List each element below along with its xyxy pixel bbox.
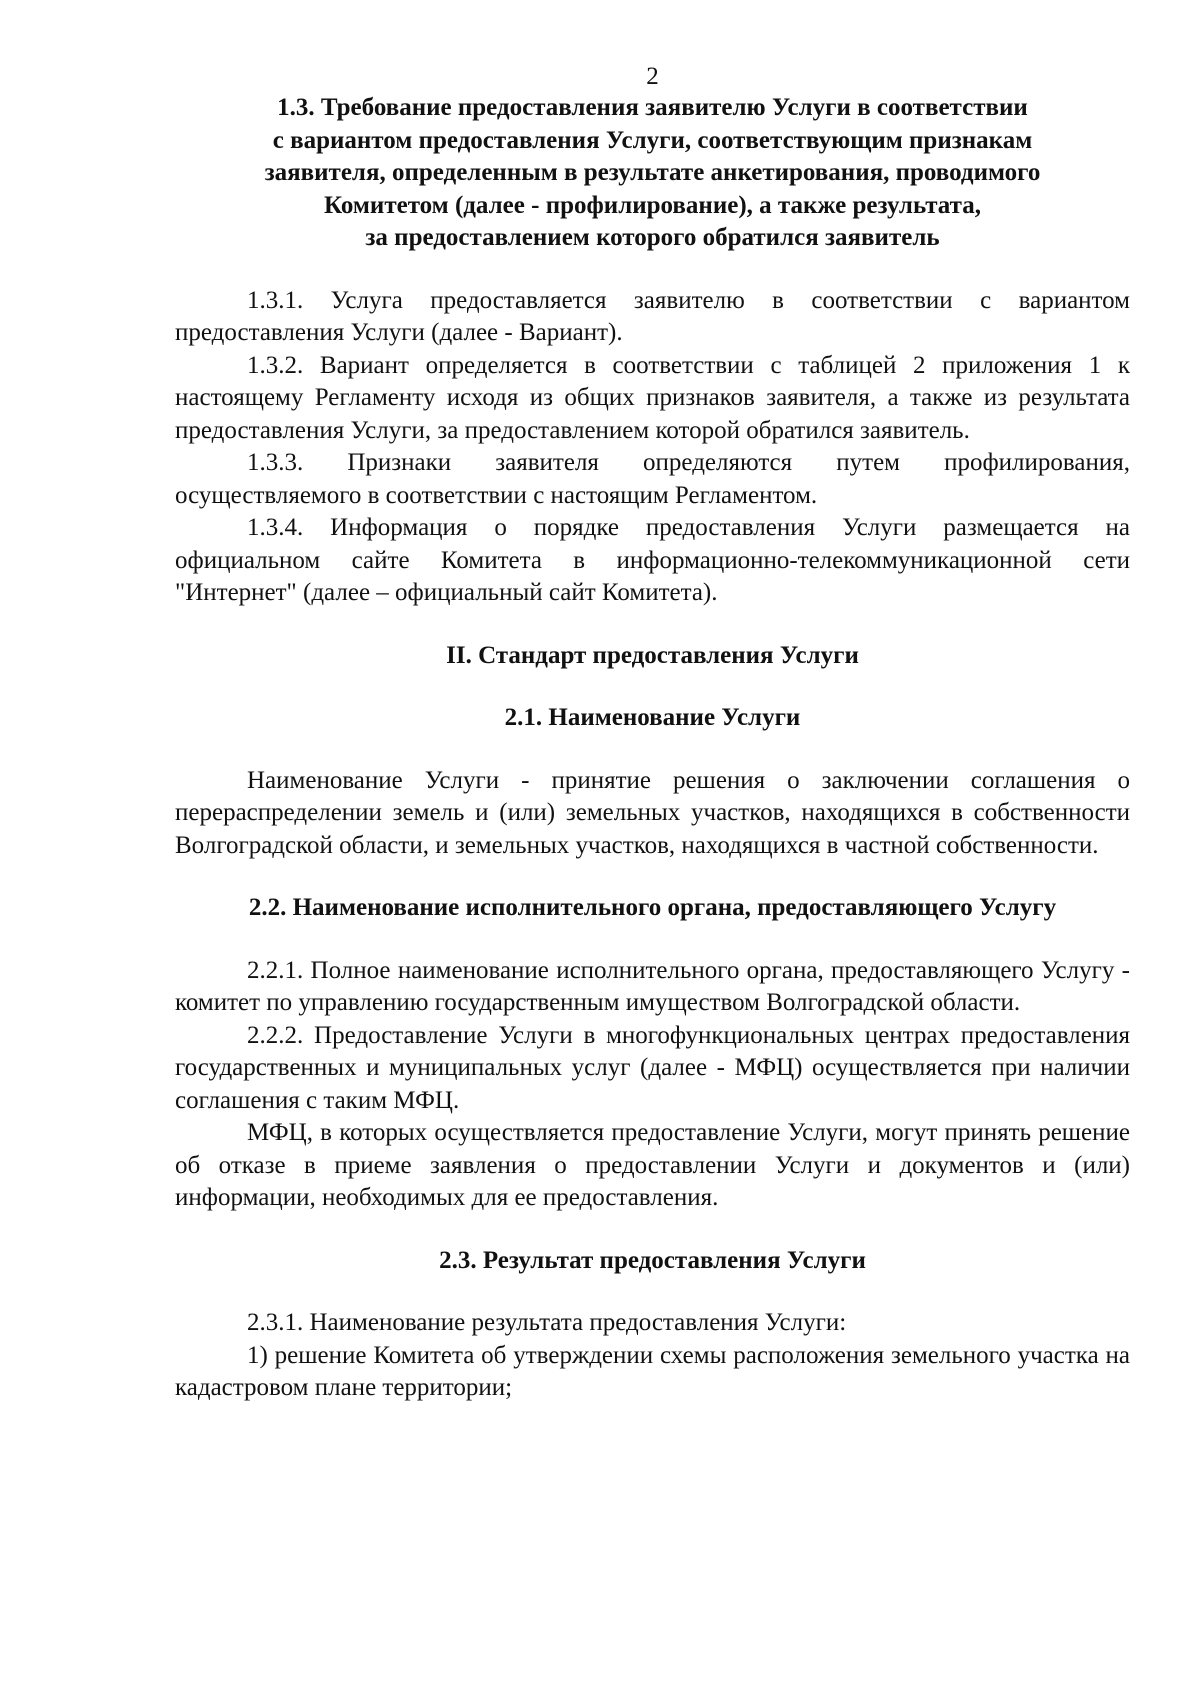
paragraph-2-1: Наименование Услуги - принятие решения о заключении соглашения о перераспределении земель и (или) земельных участков, находящихся в собственности Волгоградской области, и земельных участков, находящихся в частной собственности. [175,766,1130,859]
paragraph-2-2-1: 2.2.1. Полное наименование исполнительного органа, предоставляющего Услугу - комитет по управлению государственным имуществом Волгоградской области. [175,956,1130,1016]
paragraph-1-3-2: 1.3.2. Вариант определяется в соответствии с таблицей 2 приложения 1 к настоящему Регламенту исходя из общих признаков заявителя, а также из результата предоставления Услуги, за предоставлением которой обратился заявитель. [175,351,1130,444]
paragraph-1-3-4: 1.3.4. Информация о порядке предоставления Услуги размещается на официальном сайте Комитета в информационно-телекоммуникационной сети "Интернет" (далее – официальный сайт Комитета). [175,514,1130,606]
section-1-3-heading-line: 1.3. Требование предоставления заявителю Услуги в соответствии [277,94,1028,121]
chapter-2-heading: II. Стандарт предоставления Услуги [446,641,859,669]
section-1-3-heading-line: за предоставлением которого обратился заявитель [365,224,940,251]
section-1-3-heading-line: с вариантом предоставления Услуги, соответствующим признакам [272,126,1033,154]
section-2-1-heading: 2.1. Наименование Услуги [504,704,801,731]
section-2-2-heading: 2.2. Наименование исполнительного органа, предоставляющего Услугу [248,894,1057,921]
section-1-3-heading-line: Комитетом (далее - профилирование), а также результата, [323,191,981,219]
page-number: 2 [646,63,659,90]
section-1-3-heading-line: заявителя, определенным в результате анкетирования, проводимого [264,159,1041,186]
document-body [175,62,1130,1405]
paragraph-1-3-1: 1.3.1. Услуга предоставляется заявителю в соответствии с вариантом предоставления Услуги (далее - Вариант). [175,286,1130,346]
paragraph-2-3-1: 2.3.1. Наименование результата предоставления Услуги: [247,1309,847,1336]
paragraph-2-3-1-item-1: 1) решение Комитета об утверждении схемы расположения земельного участка на кадастровом плане территории; [175,1341,1130,1401]
paragraph-2-2-mfc: МФЦ, в которых осуществляется предоставление Услуги, могут принять решение об отказе в приеме заявления о предоставлении Услуги и документов и (или) информации, необходимых для ее предоставления. [175,1119,1130,1211]
section-1-3-heading [175,92,1130,255]
paragraph-1-3-3: 1.3.3. Признаки заявителя определяются путем профилирования, осуществляемого в соответствии с настоящим Регламентом. [175,449,1130,509]
section-2-3-heading: 2.3. Результат предоставления Услуги [439,1246,866,1274]
paragraph-2-2-2: 2.2.2. Предоставление Услуги в многофункциональных центрах предоставления государственных и муниципальных услуг (далее - МФЦ) осуществляется при наличии соглашения с таким МФЦ. [175,1021,1130,1114]
